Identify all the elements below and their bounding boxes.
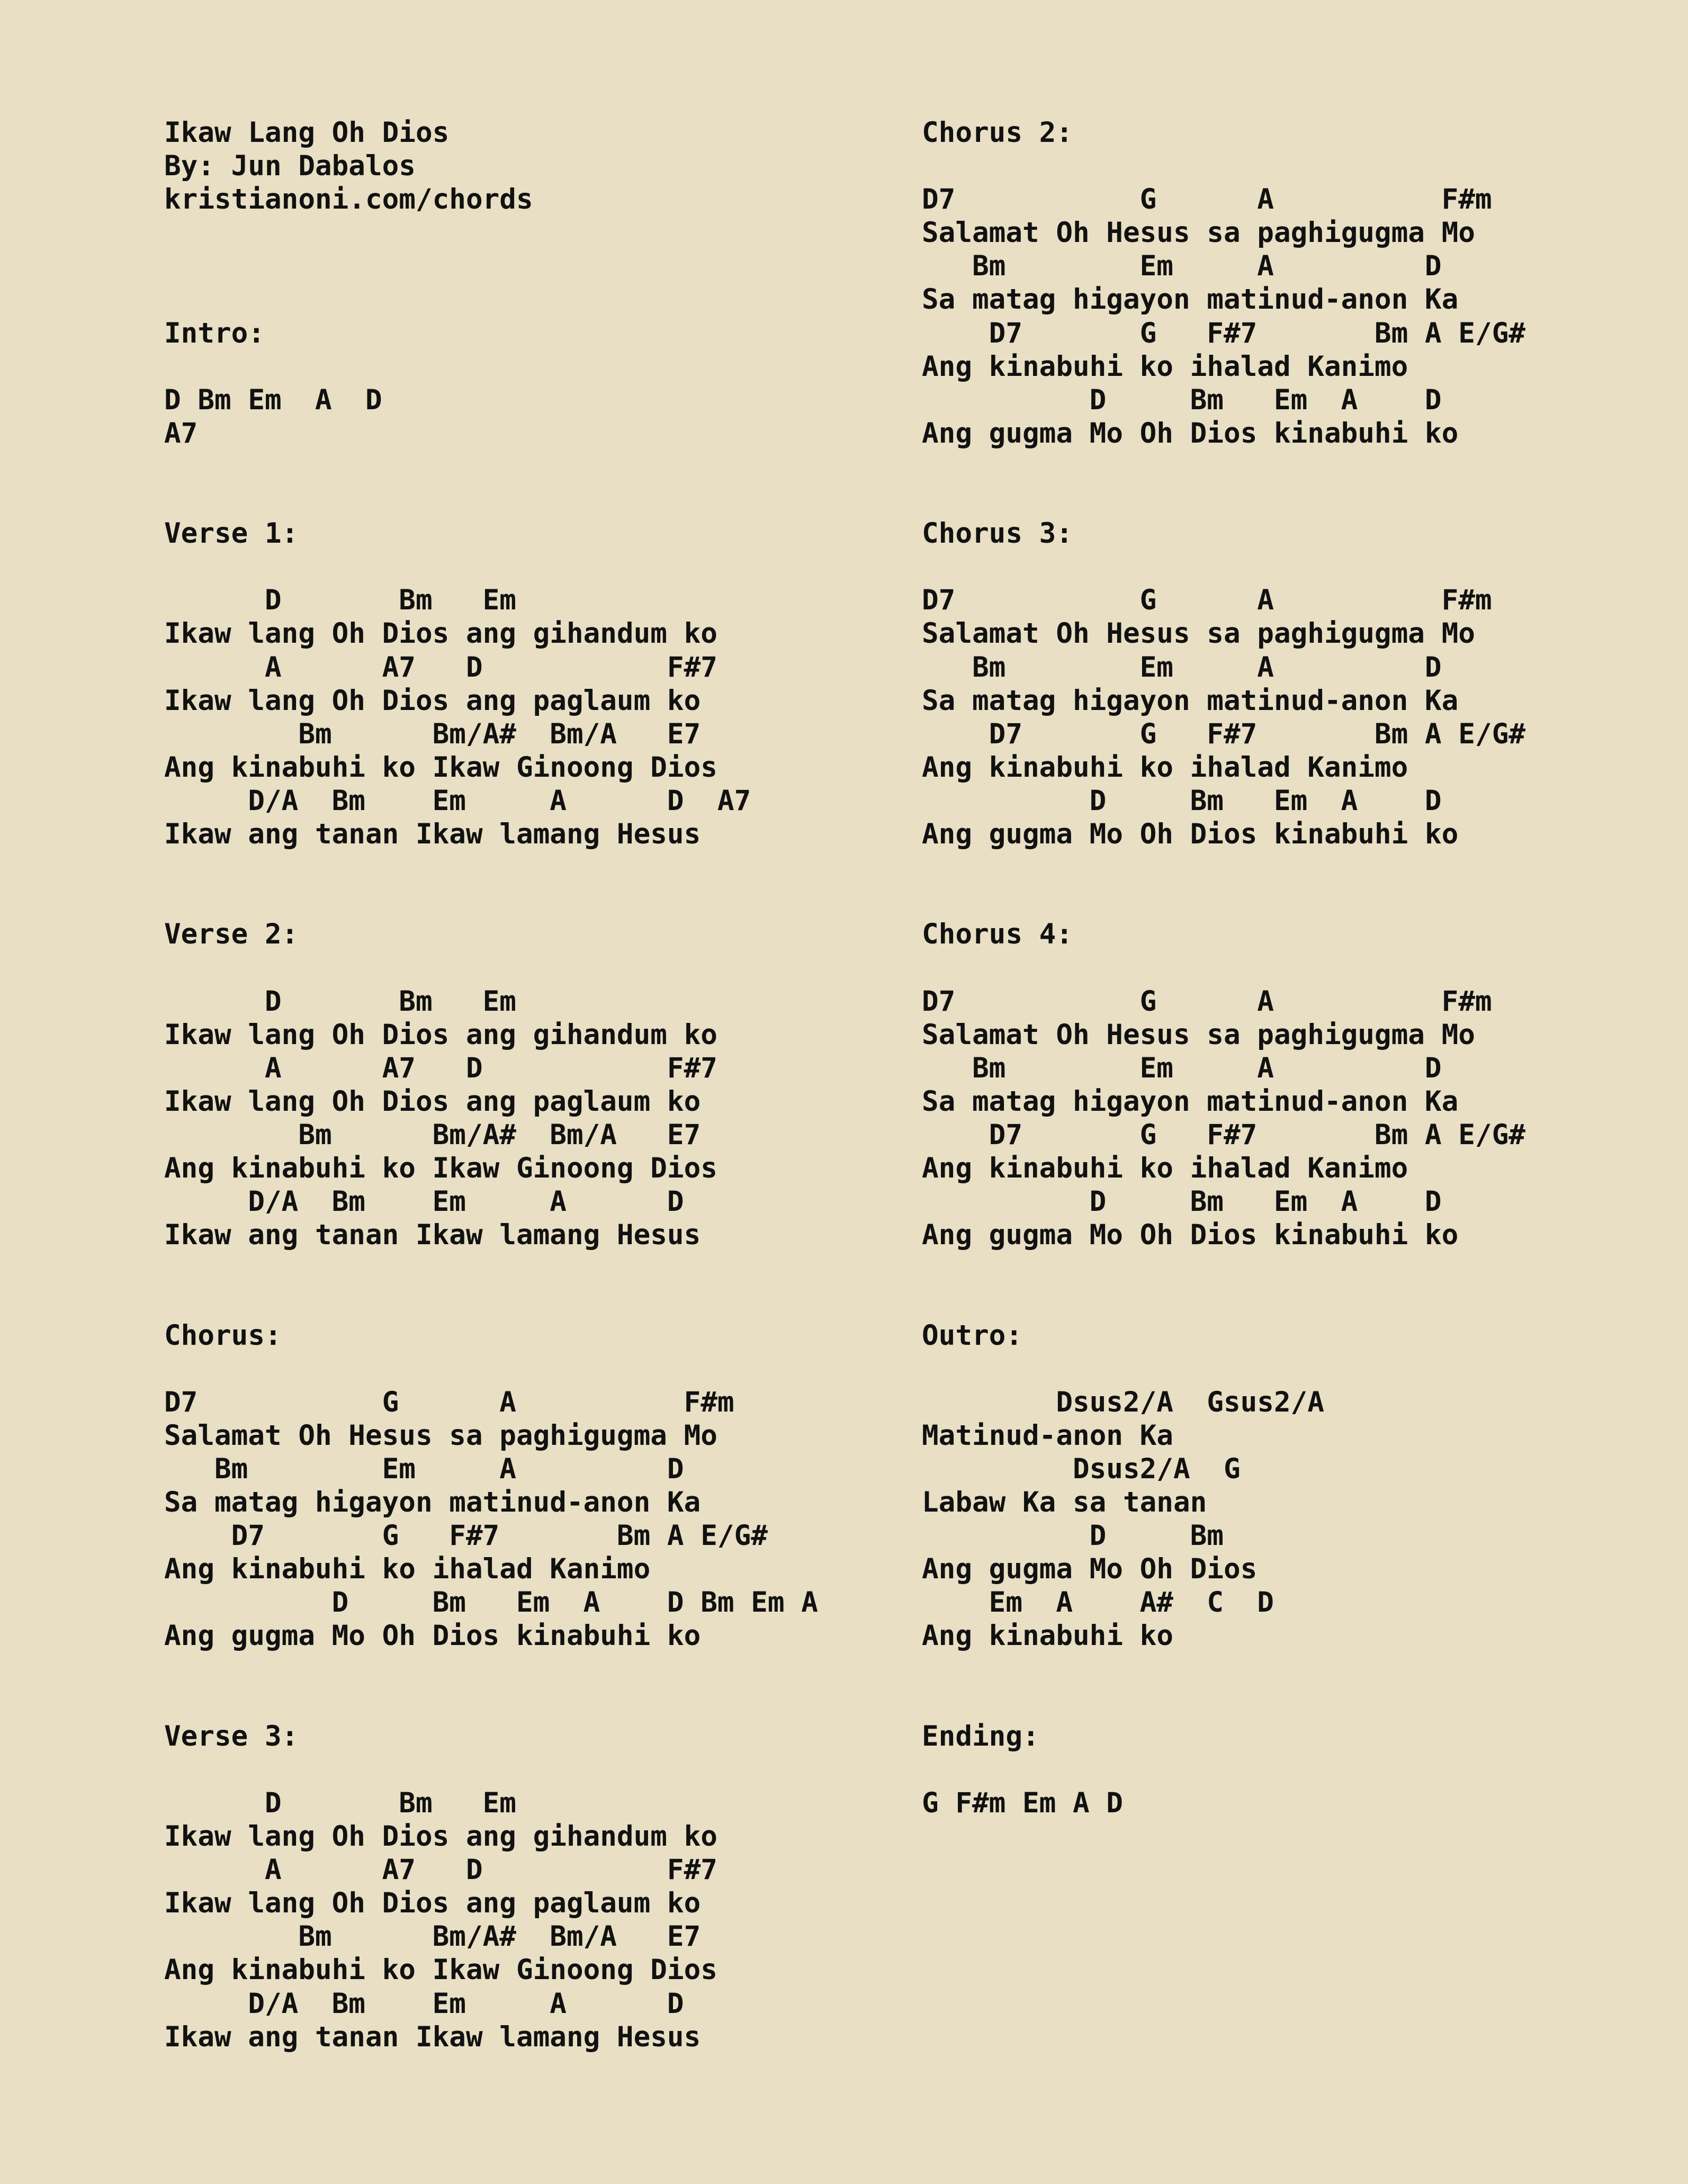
chord-line: D/A Bm Em A D bbox=[164, 1185, 684, 1218]
chord-line: Bm Bm/A# Bm/A E7 bbox=[164, 1920, 701, 1953]
chord-line: Bm Em A D bbox=[922, 651, 1442, 684]
spacer bbox=[922, 1753, 1663, 1786]
spacer bbox=[922, 149, 1663, 183]
spacer bbox=[164, 1352, 905, 1386]
section-heading: Chorus 3: bbox=[922, 517, 1073, 550]
spacer bbox=[164, 550, 905, 583]
song-source: kristianoni.com/chords bbox=[164, 183, 533, 216]
lyric-line: Salamat Oh Hesus sa paghigugma Mo bbox=[922, 1018, 1475, 1051]
lyric-line: Salamat Oh Hesus sa paghigugma Mo bbox=[922, 217, 1475, 249]
lyric-line: Ikaw ang tanan Ikaw lamang Hesus bbox=[164, 818, 701, 851]
lyric-line: Ikaw lang Oh Dios ang paglaum ko bbox=[164, 684, 701, 717]
section-ending bbox=[922, 1720, 1663, 1820]
lyric-line: Ang kinabuhi ko Ikaw Ginoong Dios bbox=[164, 1954, 717, 1987]
spacer bbox=[164, 1753, 905, 1786]
song-header bbox=[164, 116, 905, 216]
section-verse-3 bbox=[164, 1720, 905, 2054]
chord-line: D7 G A F#m bbox=[922, 183, 1492, 216]
lyric-line: Ikaw lang Oh Dios ang paglaum ko bbox=[164, 1085, 701, 1118]
section-heading: Verse 1: bbox=[164, 517, 299, 550]
lyric-line: Ikaw lang Oh Dios ang gihandum ko bbox=[164, 617, 717, 650]
lyric-line: Ikaw lang Oh Dios ang gihandum ko bbox=[164, 1820, 717, 1853]
lyric-line: Ang gugma Mo Oh Dios kinabuhi ko bbox=[922, 417, 1459, 450]
lyric-line: Ang kinabuhi ko ihalad Kanimo bbox=[922, 751, 1408, 784]
chord-line: A A7 D F#7 bbox=[164, 1051, 717, 1084]
lyric-line: Sa matag higayon matinud-anon Ka bbox=[922, 684, 1459, 717]
chord-line: D7 G A F#m bbox=[922, 985, 1492, 1018]
chord-line: Dsus2/A Gsus2/A bbox=[922, 1386, 1324, 1418]
lyric-line: Ang kinabuhi ko ihalad Kanimo bbox=[922, 350, 1408, 383]
section-chorus-2 bbox=[922, 116, 1663, 450]
chord-line: A7 bbox=[164, 417, 198, 450]
chord-line: D Bm Em A D bbox=[164, 383, 382, 416]
spacer bbox=[164, 350, 905, 383]
chord-line: D Bm bbox=[922, 1520, 1224, 1552]
section-verse-1 bbox=[164, 517, 905, 851]
chord-line: Bm Bm/A# Bm/A E7 bbox=[164, 717, 701, 750]
chord-line: D7 G F#7 Bm A E/G# bbox=[922, 1118, 1525, 1151]
chord-line: D/A Bm Em A D bbox=[164, 1987, 684, 2020]
chord-line: Bm Em A D bbox=[164, 1452, 684, 1485]
chord-line: D Bm Em bbox=[164, 1786, 516, 1819]
lyric-line: Ikaw ang tanan Ikaw lamang Hesus bbox=[164, 1219, 701, 1252]
lyric-line: Ang kinabuhi ko Ikaw Ginoong Dios bbox=[164, 751, 717, 784]
section-heading: Chorus 2: bbox=[922, 116, 1073, 149]
section-heading: Ending: bbox=[922, 1720, 1039, 1752]
lyric-line: Ang kinabuhi ko ihalad Kanimo bbox=[164, 1553, 651, 1586]
chord-line: Bm Bm/A# Bm/A E7 bbox=[164, 1118, 701, 1151]
chord-line: D/A Bm Em A D A7 bbox=[164, 784, 751, 817]
spacer bbox=[164, 951, 905, 984]
lyric-line: Salamat Oh Hesus sa paghigugma Mo bbox=[922, 617, 1475, 650]
spacer bbox=[922, 1352, 1663, 1386]
section-heading: Verse 2: bbox=[164, 918, 299, 951]
lyric-line: Sa matag higayon matinud-anon Ka bbox=[164, 1486, 701, 1519]
song-author: By: Jun Dabalos bbox=[164, 150, 416, 183]
lyric-line: Sa matag higayon matinud-anon Ka bbox=[922, 1085, 1459, 1118]
chord-line: D7 G A F#m bbox=[164, 1386, 734, 1418]
lyric-line: Ang gugma Mo Oh Dios kinabuhi ko bbox=[922, 818, 1459, 851]
lyric-line: Ang gugma Mo Oh Dios bbox=[922, 1553, 1258, 1586]
section-chorus bbox=[164, 1319, 905, 1653]
lyric-line: Ang kinabuhi ko ihalad Kanimo bbox=[922, 1152, 1408, 1185]
section-heading: Intro: bbox=[164, 317, 265, 349]
lyric-line: Ang kinabuhi ko bbox=[922, 1620, 1173, 1652]
section-heading: Outro: bbox=[922, 1319, 1022, 1352]
lyric-line: Salamat Oh Hesus sa paghigugma Mo bbox=[164, 1419, 717, 1452]
section-verse-2 bbox=[164, 918, 905, 1252]
chord-line: D Bm Em A D bbox=[922, 784, 1442, 817]
section-outro bbox=[922, 1319, 1663, 1653]
lyric-line: Ang kinabuhi ko Ikaw Ginoong Dios bbox=[164, 1152, 717, 1185]
chord-line: D7 G F#7 Bm A E/G# bbox=[164, 1520, 768, 1552]
section-heading: Chorus: bbox=[164, 1319, 282, 1352]
spacer bbox=[922, 951, 1663, 984]
section-heading: Verse 3: bbox=[164, 1720, 299, 1752]
chord-line: A A7 D F#7 bbox=[164, 1854, 717, 1886]
section-chorus-4 bbox=[922, 918, 1663, 1252]
chord-line: Bm Em A D bbox=[922, 250, 1442, 283]
chord-line: D Bm Em bbox=[164, 584, 516, 617]
chord-line: D7 G F#7 Bm A E/G# bbox=[922, 717, 1525, 750]
chord-line: Dsus2/A G bbox=[922, 1452, 1241, 1485]
lyric-line: Ang gugma Mo Oh Dios kinabuhi ko bbox=[922, 1219, 1459, 1252]
chord-line: D7 G A F#m bbox=[922, 584, 1492, 617]
lyric-line: Sa matag higayon matinud-anon Ka bbox=[922, 283, 1459, 316]
lyric-line: Labaw Ka sa tanan bbox=[922, 1486, 1207, 1519]
chord-line: D Bm Em A D Bm Em A bbox=[164, 1586, 818, 1619]
chord-line: Em A A# C D bbox=[922, 1586, 1274, 1619]
chord-line: D Bm Em A D bbox=[922, 1185, 1442, 1218]
lyric-line: Ang gugma Mo Oh Dios kinabuhi ko bbox=[164, 1620, 701, 1652]
chord-line: Bm Em A D bbox=[922, 1051, 1442, 1084]
section-intro bbox=[164, 317, 905, 450]
lyric-line: Ikaw ang tanan Ikaw lamang Hesus bbox=[164, 2020, 701, 2053]
lyric-line: Matinud-anon Ka bbox=[922, 1419, 1173, 1452]
chord-line: A A7 D F#7 bbox=[164, 651, 717, 684]
lyric-line: Ikaw lang Oh Dios ang paglaum ko bbox=[164, 1887, 701, 1920]
chord-line: G F#m Em A D bbox=[922, 1786, 1123, 1819]
section-heading: Chorus 4: bbox=[922, 918, 1073, 951]
spacer bbox=[922, 550, 1663, 583]
chord-line: D Bm Em A D bbox=[922, 383, 1442, 416]
section-chorus-3 bbox=[922, 517, 1663, 851]
lyric-line: Ikaw lang Oh Dios ang gihandum ko bbox=[164, 1018, 717, 1051]
song-title: Ikaw Lang Oh Dios bbox=[164, 116, 450, 149]
chord-line: D7 G F#7 Bm A E/G# bbox=[922, 317, 1525, 349]
chord-line: D Bm Em bbox=[164, 985, 516, 1018]
